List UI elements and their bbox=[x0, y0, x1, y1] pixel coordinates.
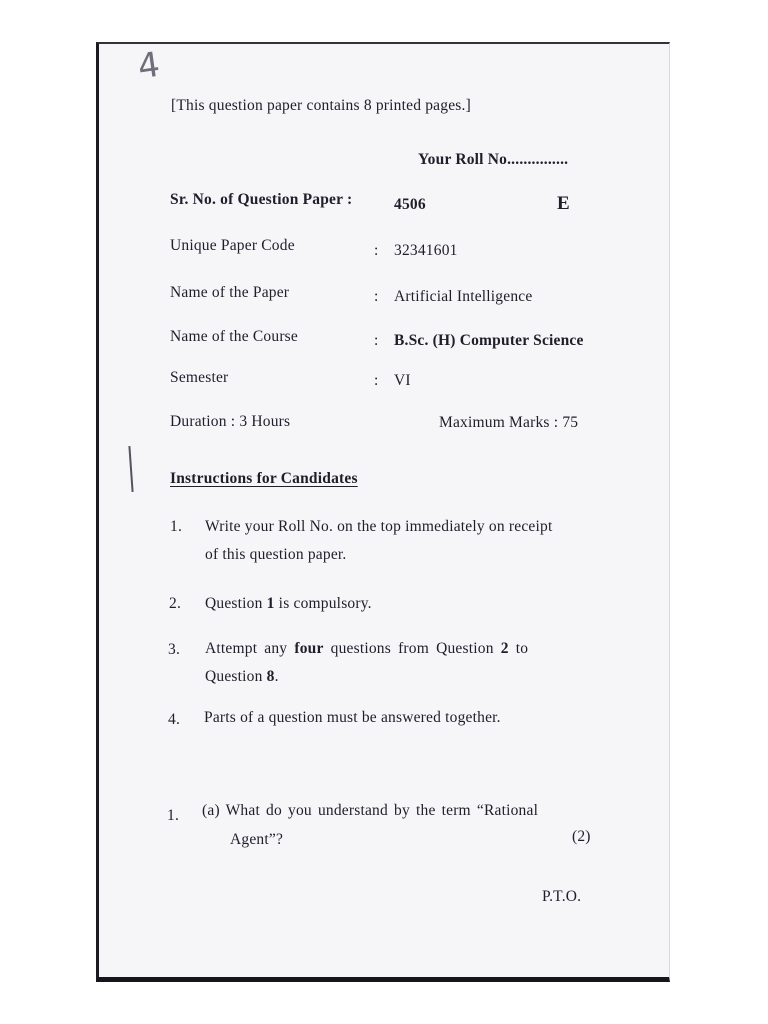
sr-no-value: 4506 bbox=[394, 196, 426, 213]
maximum-marks: Maximum Marks : 75 bbox=[439, 414, 579, 431]
question-1a-line-2: Agent”? bbox=[230, 831, 284, 848]
instruction-number: 1. bbox=[170, 518, 183, 535]
unique-paper-code-label: Unique Paper Code bbox=[170, 237, 295, 254]
instruction-3-line-2: Question 8. bbox=[205, 668, 279, 685]
instructions-heading: Instructions for Candidates bbox=[170, 470, 358, 487]
instruction-number: 4. bbox=[168, 711, 181, 728]
semester-label: Semester bbox=[170, 369, 229, 386]
handwritten-mark: 4 bbox=[135, 44, 163, 88]
instruction-4: Parts of a question must be answered together. bbox=[204, 709, 501, 726]
separator: : bbox=[374, 372, 379, 389]
pages-note: [This question paper contains 8 printed pages.] bbox=[171, 97, 471, 114]
set-letter: E bbox=[557, 193, 570, 214]
instruction-1-line-1: Write your Roll No. on the top immediately on receipt bbox=[205, 518, 553, 535]
question-marks: (2) bbox=[572, 828, 591, 845]
question-number: 1. bbox=[167, 807, 180, 824]
pto-footer: P.T.O. bbox=[542, 888, 582, 905]
instruction-1-line-2: of this question paper. bbox=[205, 546, 347, 563]
unique-paper-code-value: 32341601 bbox=[394, 242, 458, 259]
course-name-value: B.Sc. (H) Computer Science bbox=[394, 332, 584, 349]
instruction-number: 2. bbox=[169, 595, 182, 612]
paper-name-label: Name of the Paper bbox=[170, 284, 290, 301]
duration: Duration : 3 Hours bbox=[170, 413, 291, 430]
instruction-2: Question 1 is compulsory. bbox=[205, 595, 372, 612]
roll-number-field: Your Roll No............... bbox=[418, 151, 569, 168]
separator: : bbox=[374, 242, 379, 259]
course-name-label: Name of the Course bbox=[170, 328, 298, 345]
sr-no-label: Sr. No. of Question Paper : bbox=[170, 191, 353, 208]
instruction-3-line-1: Attempt any four questions from Question 2 to bbox=[205, 640, 529, 657]
separator: : bbox=[374, 288, 379, 305]
instruction-number: 3. bbox=[168, 641, 181, 658]
question-1a-line-1: (a) What do you understand by the term “Rational bbox=[202, 802, 539, 819]
semester-value: VI bbox=[394, 372, 411, 389]
separator: : bbox=[374, 332, 379, 349]
paper-name-value: Artificial Intelligence bbox=[394, 288, 533, 305]
